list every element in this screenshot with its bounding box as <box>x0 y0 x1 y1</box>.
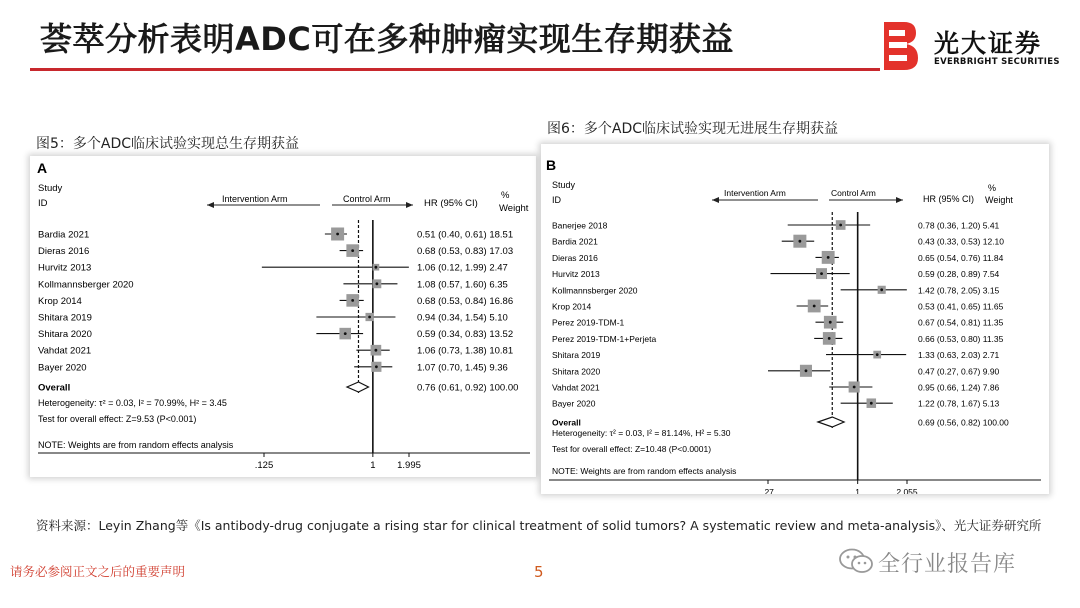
panel-letter-a: A <box>37 160 48 176</box>
point-estimate <box>368 316 371 319</box>
brand-logo <box>880 18 1070 74</box>
page-number: 5 <box>534 563 544 581</box>
study-id: Bardia 2021 <box>552 236 598 247</box>
point-estimate <box>876 353 879 356</box>
estimate-label: 1.07 (0.70, 1.45) 9.36 <box>417 362 508 374</box>
point-estimate <box>828 337 831 340</box>
panel-letter-b: B <box>546 157 557 173</box>
point-estimate <box>374 349 377 352</box>
study-id: Vahdat 2021 <box>552 382 600 393</box>
point-estimate <box>870 402 873 405</box>
watermark <box>838 545 1068 579</box>
estimate-label: 1.22 (0.78, 1.67) 5.13 <box>918 398 1000 409</box>
page-title: 荟萃分析表明ADC可在多种肿瘤实现生存期获益 <box>40 20 734 58</box>
study-id: Bayer 2020 <box>38 362 87 374</box>
x-tick-label: .27 <box>762 487 774 494</box>
estimate-label: 0.53 (0.41, 0.65) 11.65 <box>918 301 1004 312</box>
estimate-label: 0.59 (0.28, 0.89) 7.54 <box>918 269 1000 280</box>
weights-note: NOTE: Weights are from random effects analysis <box>38 440 234 450</box>
percent-header: % <box>501 190 510 201</box>
overall-diamond <box>818 417 844 427</box>
overall-label: Overall <box>552 417 581 428</box>
disclaimer-link[interactable]: 请务必参阅正文之后的重要声明 <box>10 564 186 579</box>
point-estimate <box>374 266 377 269</box>
study-id: Shitara 2020 <box>552 366 601 377</box>
forest-plot-b-svg <box>541 144 1049 494</box>
source-citation: 资料来源：Leyin Zhang等《Is antibody-drug conjugate a rising star for clinical treatment of solid tumors? A systematic review and meta-analysis》、光大证券研究所 <box>36 518 1042 533</box>
study-header: Study <box>552 180 576 190</box>
x-tick-label: 2.055 <box>896 487 918 494</box>
forest-plot-a-svg <box>30 156 536 477</box>
study-id: Shitara 2019 <box>38 312 92 324</box>
forest-plot-a <box>30 156 536 477</box>
estimate-label: 0.51 (0.40, 0.61) 18.51 <box>417 229 514 241</box>
study-id: Perez 2019-TDM-1 <box>552 317 625 328</box>
x-tick-label: .125 <box>254 460 274 471</box>
title-underline <box>30 68 880 71</box>
estimate-label: 1.42 (0.78, 2.05) 3.15 <box>918 285 1000 296</box>
point-estimate <box>344 332 347 335</box>
point-estimate <box>853 386 856 389</box>
brand-logo-mark-icon <box>880 18 920 74</box>
study-id: Vahdat 2021 <box>38 345 92 357</box>
x-tick-label: 1.995 <box>397 460 421 471</box>
control-arm-label: Control Arm <box>831 188 876 198</box>
point-estimate <box>336 233 339 236</box>
figure6-caption: 图6：多个ADC临床试验实现无进展生存期获益 <box>547 121 839 137</box>
point-estimate <box>375 365 378 368</box>
weight-header: Weight <box>499 203 529 214</box>
study-id: Hurvitz 2013 <box>552 269 600 280</box>
study-id: Kollmannsberger 2020 <box>552 285 638 296</box>
study-id: Dieras 2016 <box>38 246 90 258</box>
estimate-label: 0.78 (0.36, 1.20) 5.41 <box>918 220 1000 231</box>
point-estimate <box>798 240 801 243</box>
overall-effect-test: Test for overall effect: Z=9.53 (P<0.001) <box>38 414 197 424</box>
study-id: Banerjee 2018 <box>552 220 608 231</box>
estimate-label: 0.66 (0.53, 0.80) 11.35 <box>918 333 1004 344</box>
intervention-arm-label: Intervention Arm <box>724 188 786 198</box>
heterogeneity-stats: Heterogeneity: τ² = 0.03, I² = 70.99%, H² = 3.45 <box>38 398 227 408</box>
point-estimate <box>820 272 823 275</box>
estimate-label: 0.67 (0.54, 0.81) 11.35 <box>918 317 1004 328</box>
control-arm-label: Control Arm <box>343 194 391 204</box>
weight-header: Weight <box>985 195 1013 205</box>
study-id: Dieras 2016 <box>552 252 598 263</box>
point-estimate <box>351 299 354 302</box>
forest-plot-a-marks <box>38 220 530 471</box>
estimate-label: 1.06 (0.73, 1.38) 10.81 <box>417 345 514 357</box>
study-id: Bardia 2021 <box>38 229 90 241</box>
estimate-label: 0.47 (0.27, 0.67) 9.90 <box>918 366 1000 377</box>
estimate-label: 0.68 (0.53, 0.84) 16.86 <box>417 295 514 307</box>
id-header: ID <box>552 195 561 205</box>
x-tick-label: 1 <box>370 460 376 471</box>
wechat-icon <box>838 547 874 575</box>
hr-header: HR (95% CI) <box>424 198 478 209</box>
estimate-label: 0.59 (0.34, 0.83) 13.52 <box>417 329 514 341</box>
study-id: Krop 2014 <box>38 295 82 307</box>
point-estimate <box>375 282 378 285</box>
study-id: Kollmannsberger 2020 <box>38 279 134 291</box>
study-id: Shitara 2019 <box>552 350 601 361</box>
figure5-caption: 图5：多个ADC临床试验实现总生存期获益 <box>36 136 300 152</box>
overall-estimate-label: 0.69 (0.56, 0.82) 100.00 <box>918 417 1009 428</box>
id-header: ID <box>38 198 48 209</box>
point-estimate <box>351 249 354 252</box>
forest-plot-b <box>541 144 1049 494</box>
x-tick-label: 1 <box>855 487 861 494</box>
study-id: Shitara 2020 <box>38 329 92 341</box>
heterogeneity-stats: Heterogeneity: τ² = 0.03, I² = 81.14%, H² = 5.30 <box>552 428 731 438</box>
watermark-text: 全行业报告库 <box>878 552 1017 577</box>
overall-estimate-label: 0.76 (0.61, 0.92) 100.00 <box>417 382 519 394</box>
weights-note: NOTE: Weights are from random effects analysis <box>552 466 737 476</box>
point-estimate <box>839 224 842 227</box>
brand-name-cn: 光大证券 <box>934 29 1043 58</box>
study-id: Krop 2014 <box>552 301 592 312</box>
estimate-label: 0.43 (0.33, 0.53) 12.10 <box>918 236 1005 247</box>
overall-effect-test: Test for overall effect: Z=10.48 (P<0.0001) <box>552 444 712 454</box>
point-estimate <box>880 288 883 291</box>
study-id: Bayer 2020 <box>552 398 596 409</box>
estimate-label: 1.33 (0.63, 2.03) 2.71 <box>918 350 1000 361</box>
intervention-arm-label: Intervention Arm <box>222 194 288 204</box>
estimate-label: 0.65 (0.54, 0.76) 11.84 <box>918 252 1004 263</box>
point-estimate <box>829 321 832 324</box>
overall-diamond <box>347 382 369 392</box>
hr-header: HR (95% CI) <box>923 194 975 204</box>
overall-label: Overall <box>38 382 71 394</box>
point-estimate <box>813 305 816 308</box>
brand-name-en: EVERBRIGHT SECURITIES <box>934 57 1060 67</box>
point-estimate <box>805 369 808 372</box>
percent-header: % <box>988 183 997 193</box>
study-id: Perez 2019-TDM-1+Perjeta <box>552 333 657 344</box>
point-estimate <box>827 256 830 259</box>
estimate-label: 0.95 (0.66, 1.24) 7.86 <box>918 382 1000 393</box>
estimate-label: 0.94 (0.34, 1.54) 5.10 <box>417 312 508 324</box>
estimate-label: 1.06 (0.12, 1.99) 2.47 <box>417 262 508 274</box>
estimate-label: 1.08 (0.57, 1.60) 6.35 <box>417 279 508 291</box>
study-header: Study <box>38 183 63 194</box>
study-id: Hurvitz 2013 <box>38 262 92 274</box>
estimate-label: 0.68 (0.53, 0.83) 17.03 <box>417 246 514 258</box>
